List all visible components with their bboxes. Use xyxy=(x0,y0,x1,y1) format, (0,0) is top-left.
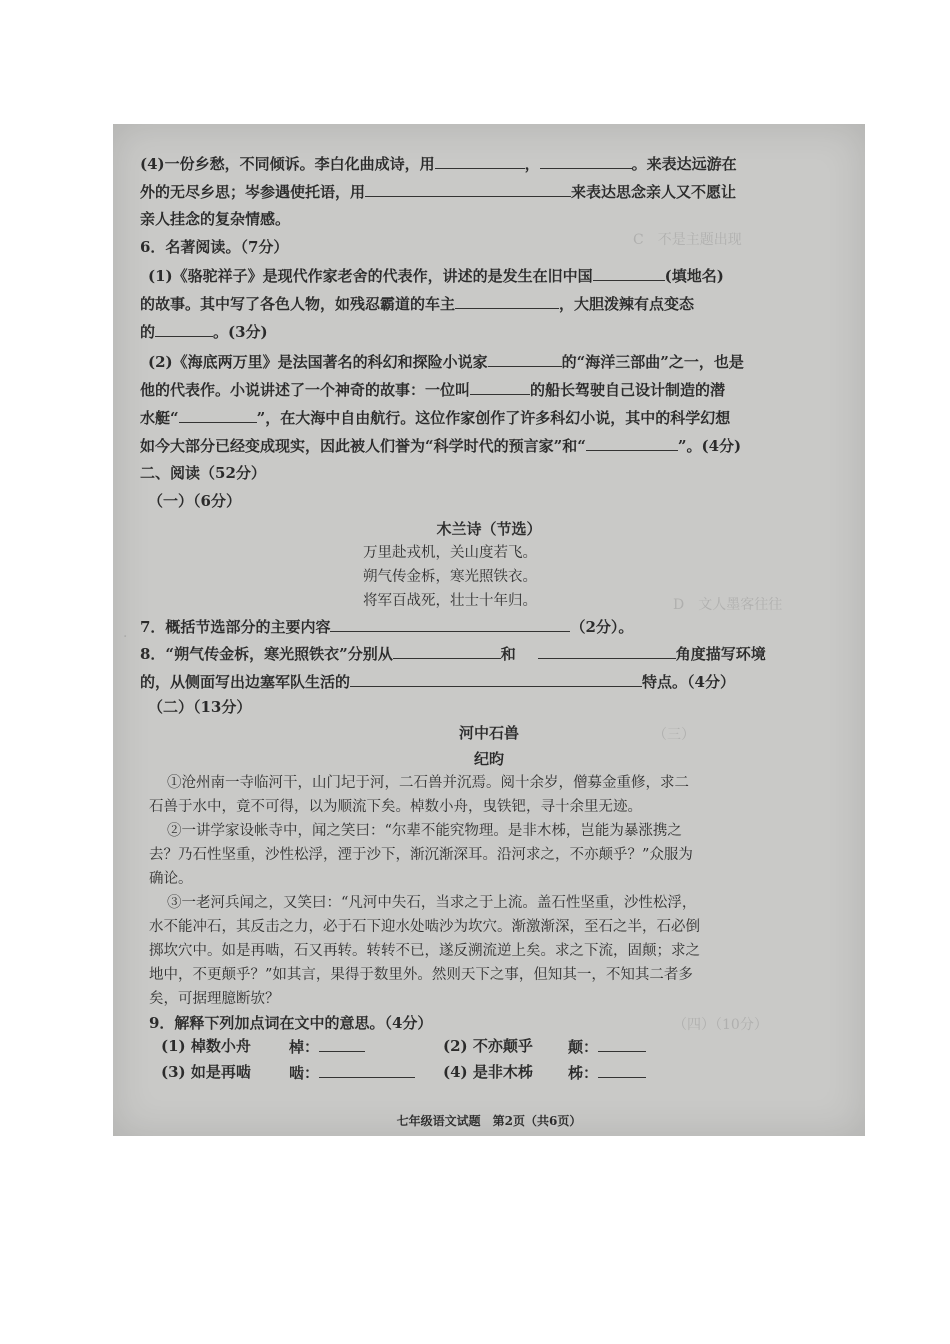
q7: 7．概括节选部分的主要内容 （2分）。 xyxy=(140,618,634,636)
essay-title: 河中石兽 xyxy=(458,724,519,742)
q9-item-2: (2) 不亦颠乎 xyxy=(443,1037,533,1055)
q5-line2: 外的无尽乡思；岑参遇使托语，用 来表达思念亲人又不愿让 xyxy=(140,183,737,201)
essay-line: 去？乃石性坚重，沙性松浮，湮于沙下，渐沉渐深耳。沿河求之，不亦颠乎？”众服为 xyxy=(149,847,693,863)
subsection-title: （一）（6分） xyxy=(148,492,241,510)
essay-line: 石兽于水中，竟不可得，以为顺流下矣。棹数小舟，曳铁钯，寻十余里无迹。 xyxy=(149,799,642,815)
page-footer: 七年级语文试题 第2页（共6页） xyxy=(396,1114,582,1128)
q9-item-3: (3) 如是再啮 xyxy=(161,1063,251,1081)
answer-blank[interactable] xyxy=(455,294,559,309)
answer-blank[interactable] xyxy=(598,1063,646,1078)
essay-author: 纪昀 xyxy=(473,750,504,768)
poem-line: 将军百战死，壮士十年归。 xyxy=(363,593,537,609)
answer-blank[interactable] xyxy=(365,182,571,197)
q5-line3: 亲人挂念的复杂情感。 xyxy=(140,210,291,228)
poem-title: 木兰诗（节选） xyxy=(436,520,542,538)
answer-blank[interactable] xyxy=(393,644,501,659)
q5-line1: (4)一份乡愁，不同倾诉。李白化曲成诗，用 ， 。来表达远游在 xyxy=(140,155,737,173)
q6-2-line3: 水艇“ ”，在大海中自由航行。这位作家创作了许多科幻小说，其中的科学幻想 xyxy=(140,409,731,427)
q9-item-4-answer: 柹： xyxy=(568,1063,646,1082)
answer-blank[interactable] xyxy=(319,1037,365,1052)
poem-line: 万里赴戎机，关山度若飞。 xyxy=(363,545,537,561)
essay-line: ②一讲学家设帐寺中，闻之笑曰：“尔辈不能究物理。是非木柹，岂能为暴涨携之 xyxy=(167,823,682,839)
q6-1-line3: 的 。(3分) xyxy=(140,323,268,341)
q8-line2: 的，从侧面写出边塞军队生活的 特点。（4分） xyxy=(140,673,735,691)
bleed-through-text: D 文人墨客往往 xyxy=(673,597,783,613)
answer-blank[interactable] xyxy=(350,672,642,687)
q9-item-1: (1) 棹数小舟 xyxy=(161,1037,251,1055)
q6-2-line1: (2)《海底两万里》是法国著名的科幻和探险小说家 的“海洋三部曲”之一，也是 xyxy=(148,353,744,371)
q9-item-3-answer: 啮： xyxy=(289,1063,415,1082)
q9-title: 9．解释下列加点词在文中的意思。（4分） xyxy=(149,1014,433,1032)
q6-title: 6．名著阅读。（7分） xyxy=(140,238,289,256)
essay-line: 确论。 xyxy=(149,871,193,887)
answer-blank[interactable] xyxy=(330,617,570,632)
essay-line: 水不能冲石，其反击之力，必于石下迎水处啮沙为坎穴。渐激渐深，至石之半，石必倒 xyxy=(149,919,700,935)
answer-blank[interactable] xyxy=(155,322,213,337)
q6-1-line2: 的故事。其中写了各色人物，如残忍霸道的车主 ，大胆泼辣有点变态 xyxy=(140,295,695,313)
q8-line1: 8．“朔气传金柝，寒光照铁衣”分别从 和 角度描写环境 xyxy=(140,645,766,663)
answer-blank[interactable] xyxy=(319,1063,415,1078)
essay-line: 矣，可据理臆断欤？ xyxy=(149,991,280,1007)
section-title: 二、阅读（52分） xyxy=(140,464,266,482)
essay-line: ③一老河兵闻之，又笑曰：“凡河中失石，当求之于上流。盖石性坚重，沙性松浮， xyxy=(167,895,697,911)
q6-2-line4: 如今大部分已经变成现实，因此被人们誉为“科学时代的预言家”和“ ”。(4分) xyxy=(140,437,742,455)
q9-item-2-answer: 颠： xyxy=(568,1037,646,1056)
poem-line: 朔气传金柝，寒光照铁衣。 xyxy=(363,569,537,585)
answer-blank[interactable] xyxy=(586,436,678,451)
answer-blank[interactable] xyxy=(593,266,665,281)
answer-blank[interactable] xyxy=(598,1037,646,1052)
bleed-through-text: · xyxy=(123,629,128,645)
answer-blank[interactable] xyxy=(435,154,525,169)
answer-blank[interactable] xyxy=(470,380,530,395)
bleed-through-text: （四）（10分） xyxy=(673,1017,768,1033)
subsection-title: （二）（13分） xyxy=(148,698,252,716)
q9-item-4: (4) 是非木柹 xyxy=(443,1063,533,1081)
essay-line: 地中，不更颠乎？”如其言，果得于数里外。然则天下之事，但知其一，不知其二者多 xyxy=(149,967,693,983)
answer-blank[interactable] xyxy=(179,408,257,423)
q6-1-line1: (1)《骆驼祥子》是现代作家老舍的代表作，讲述的是发生在旧中国 (填地名) xyxy=(148,267,724,285)
answer-blank[interactable] xyxy=(488,352,562,367)
q9-item-1-answer: 棹： xyxy=(289,1037,365,1056)
q6-2-line2: 他的代表作。小说讲述了一个神奇的故事：一位叫 的船长驾驶自己设计制造的潜 xyxy=(140,381,726,399)
essay-line: 掷坎穴中。如是再啮，石又再转。转转不已，遂反溯流逆上矣。求之下流，固颠；求之 xyxy=(149,943,700,959)
answer-blank[interactable] xyxy=(538,644,676,659)
exam-page xyxy=(113,124,865,1136)
essay-line: ①沧州南一寺临河干，山门圮于河，二石兽并沉焉。阅十余岁，僧募金重修，求二 xyxy=(167,775,689,791)
answer-blank[interactable] xyxy=(540,154,632,169)
bleed-through-text: （三） xyxy=(653,727,695,743)
bleed-through-text: C 不是主题出现 xyxy=(633,232,742,248)
